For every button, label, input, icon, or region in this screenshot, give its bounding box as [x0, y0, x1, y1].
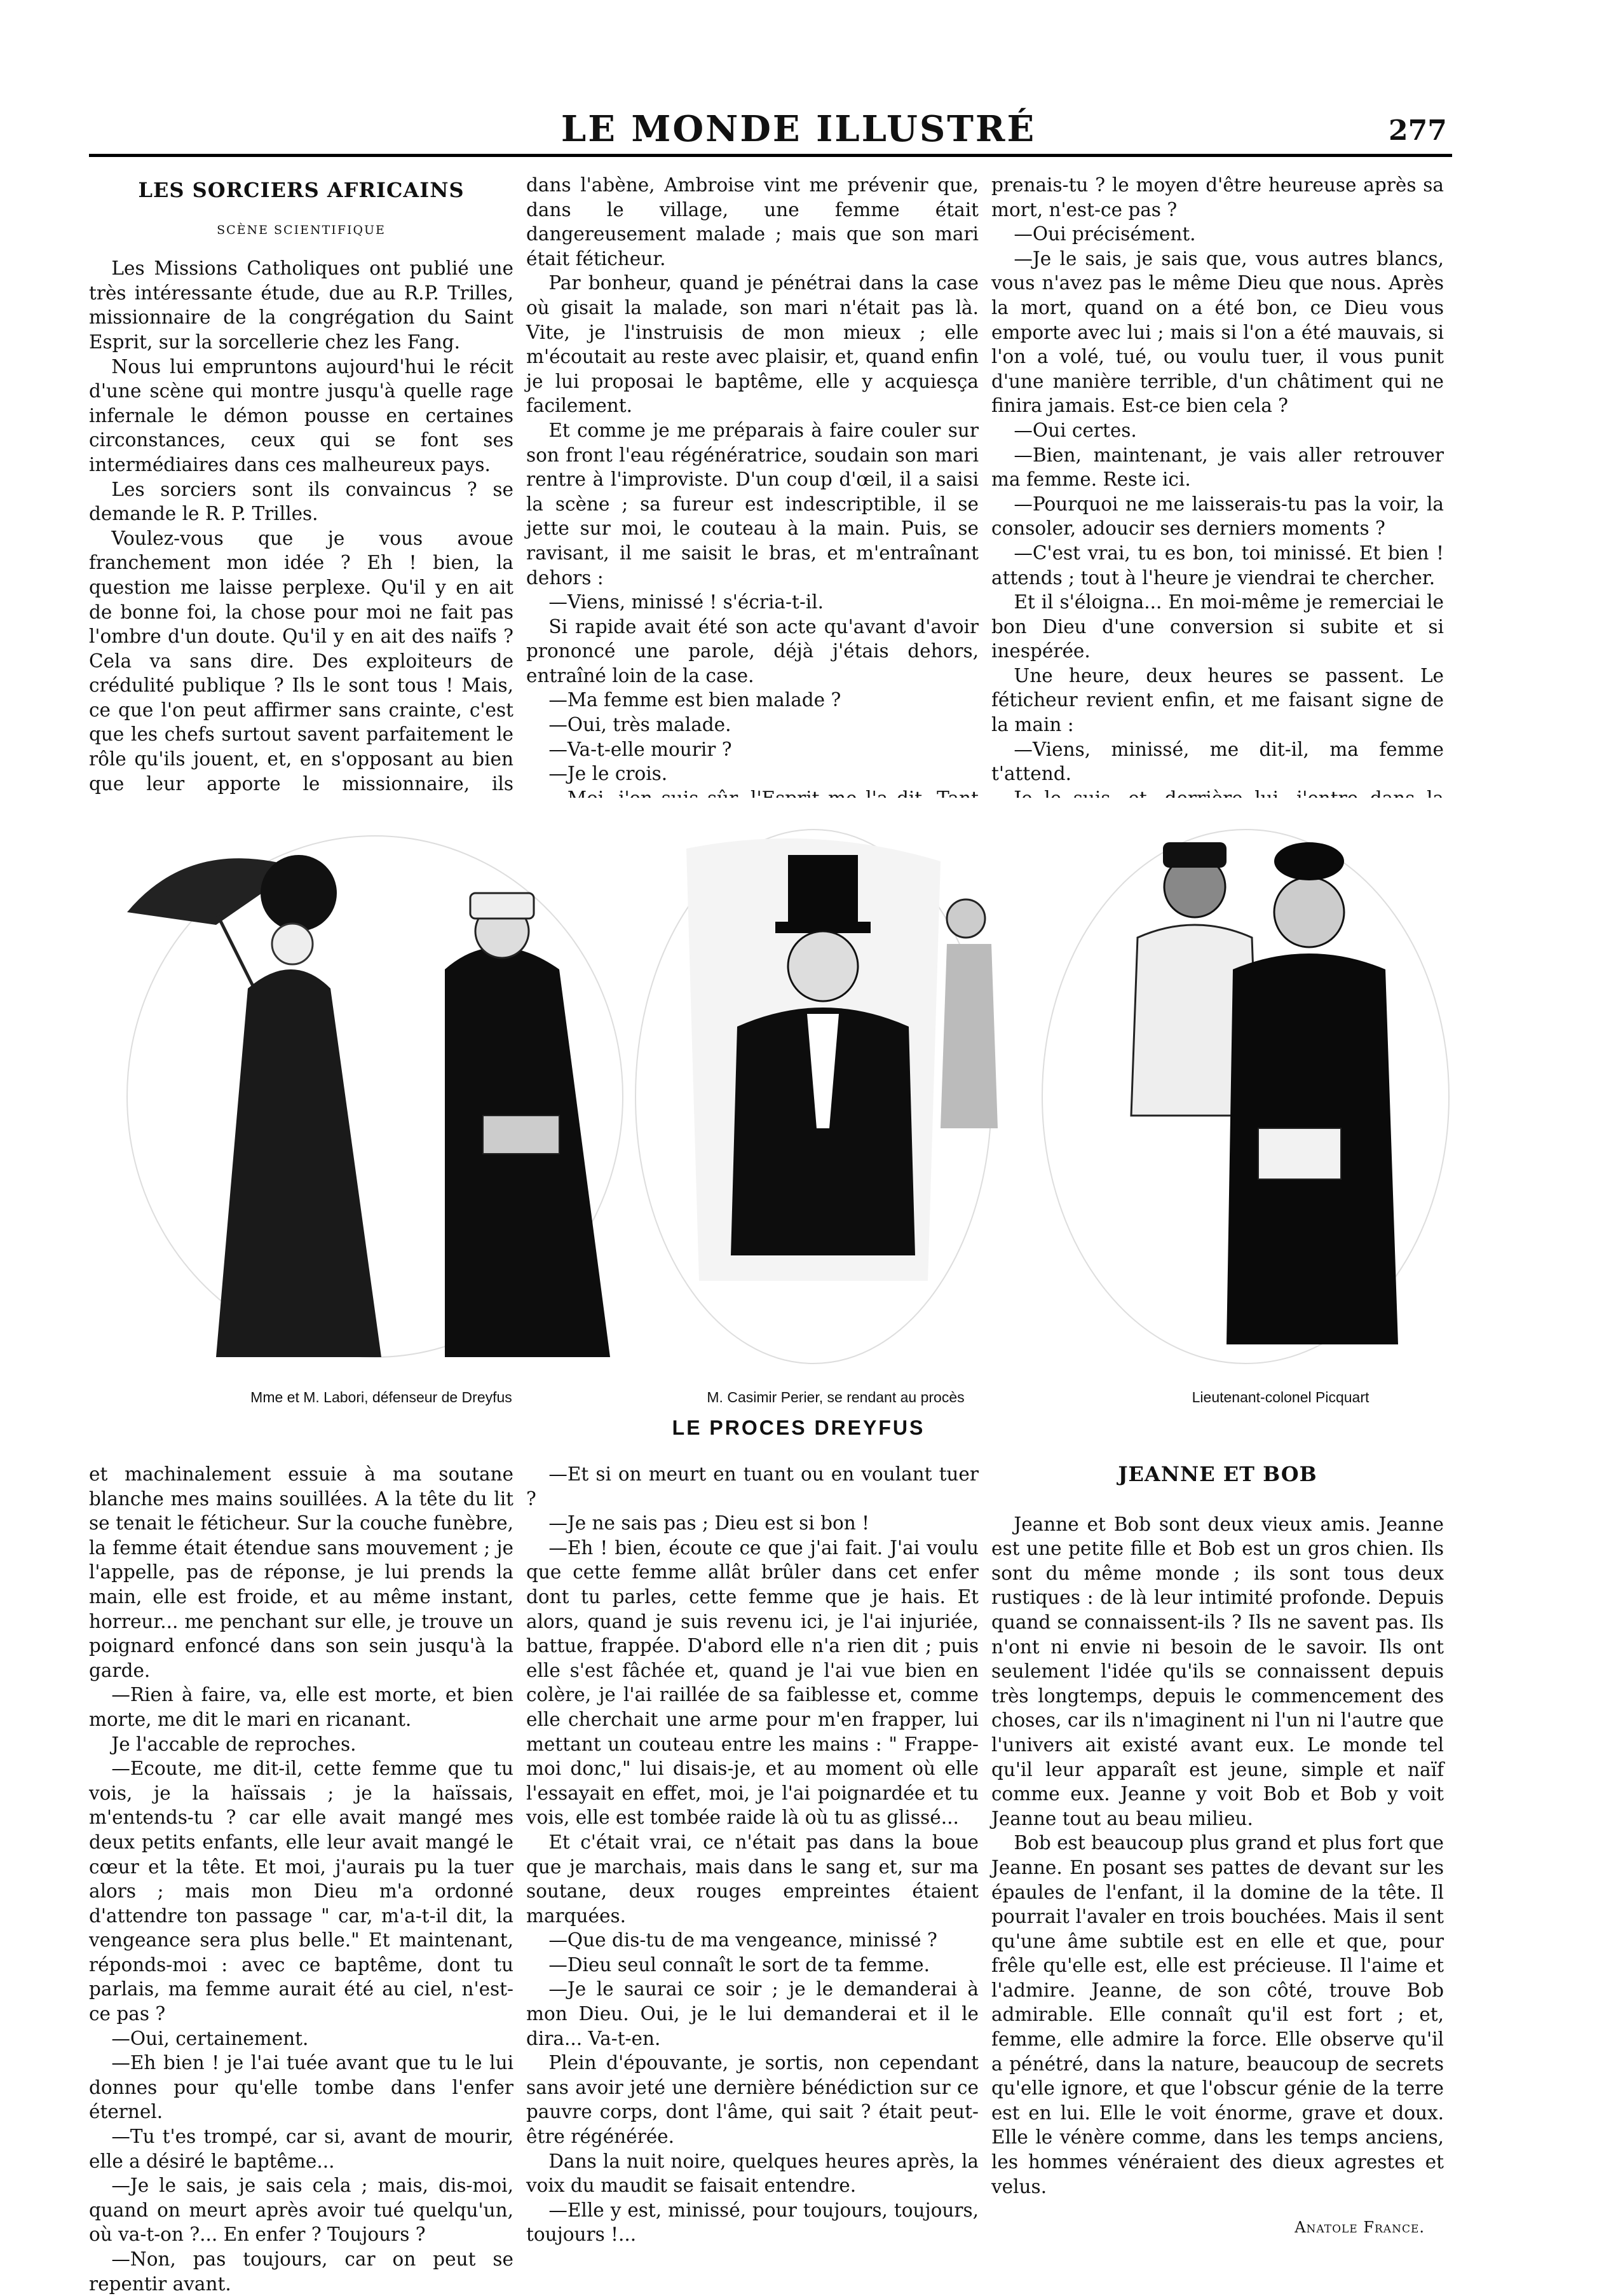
- paragraph: —Eh bien ! je l'ai tuée avant que tu le lui donnes pour qu'elle tombe dans l'enfer éternel.: [89, 2052, 513, 2123]
- paragraph: dans l'abène, Ambroise vint me prévenir que, dans le village, une femme était dangereusement malade ; mais que son mari était féticheur.: [526, 174, 979, 270]
- paragraph: —Et si on meurt en tuant ou en voulant tuer ?: [526, 1463, 979, 1510]
- paragraph: —Je le crois.: [548, 763, 668, 785]
- paragraph: —Ecoute, me dit-il, cette femme que tu vois, je la haïssais ; je la haïssais, m'entends-tu ? car elle avait mangé mes deux petits enfants, elle leur avait mangé le cœur et la tête. Et moi, j'aurais pu la tuer alors ; mais mon Dieu m'a ordonné d'attendre ton passage " car, m'a-t-il dit, la vengeance sera plus belle." Et maintenant, réponds-moi : avec ce baptême, dont tu parlais, ma femme aurait été au ciel, n'est-ce pas ?: [89, 1758, 513, 2025]
- paragraph: —Dieu seul connaît le sort de ta femme.: [548, 1953, 930, 1976]
- dreyfus-trial-illustration: [89, 798, 1452, 1383]
- paragraph: —Bien, maintenant, je vais aller retrouver ma femme. Reste ici.: [991, 444, 1444, 491]
- paragraph: prenais-tu ? le moyen d'être heureuse après sa mort, n'est-ce pas ?: [991, 174, 1444, 221]
- article-sorciers-cont-col1: [89, 1462, 513, 2296]
- caption-labori: Mme et M. Labori, défenseur de Dreyfus: [250, 1389, 512, 1405]
- paragraph: —Oui précisément.: [1014, 223, 1196, 245]
- paragraph: Et il s'éloigna... En moi-même je remerciai le bon Dieu d'une conversion si subite et si inespérée.: [991, 591, 1444, 662]
- vignette-casimir-perier: [635, 830, 998, 1363]
- paragraph: —Que dis-tu de ma vengeance, minissé ?: [548, 1929, 937, 1951]
- paragraph: Les sorciers sont ils convaincus ? se demande le R. P. Trilles.: [89, 478, 513, 525]
- paragraph: —Tu t'es trompé, car si, avant de mourir, elle a désiré le baptême...: [89, 2126, 513, 2172]
- article-sorciers-cont-col2: [526, 1462, 979, 2247]
- paragraph: Et c'était vrai, ce n'était pas dans la boue que je marchais, mais dans le sang et, sur ma soutane, deux rouges empreintes étaient marquées.: [526, 1831, 979, 1927]
- paragraph: —Oui certes.: [1014, 419, 1137, 441]
- paragraph: Plein d'épouvante, je sortis, non cependant sans avoir jeté une dernière bénédiction sur ce pauvre corps, dont l'âme, qui sait ? était peut-être régénérée.: [526, 2052, 979, 2148]
- paragraph: et machinalement essuie à ma soutane blanche mes mains souillées. A la tête du lit se tenait le féticheur. Sur la couche funèbre, la femme était étendue sans mouvement ; je l'appelle, pas de réponse, je lui prends la main, elle est froide, et au même instant, horreur... me penchant sur elle, je trouve un poignard enfoncé dans son sein jusqu'à la garde.: [89, 1463, 513, 1681]
- paragraph: —Viens, minissé, me dit-il, ma femme t'attend.: [991, 738, 1444, 785]
- engraving-figures: [89, 798, 1452, 1383]
- article-jeanne-et-bob: [991, 1462, 1444, 2240]
- publication-masthead: LE MONDE ILLUSTRÉ: [561, 108, 1036, 150]
- paragraph: Si rapide avait été son acte qu'avant d'avoir prononcé une parole, déjà j'étais dehors, entraîné loin de la case.: [526, 615, 979, 687]
- paragraph: Et comme je me préparais à faire couler sur son front l'eau régénératrice, soudain son mari rentre à l'improviste. D'un coup d'œil, il a saisi la scène ; sa fureur est indescriptible, il se jette sur moi, le couteau à la main. Puis, se ravisant, il me saisit le bras, et m'entraînant dehors :: [526, 419, 979, 589]
- paragraph: Les Missions Catholiques ont publié une très intéressante étude, due au R.P. Trilles, missionnaire de la congrégation du Saint Esprit, sur la sorcellerie chez les Fang.: [89, 257, 513, 353]
- masthead-rule: [89, 154, 1452, 157]
- article-title: LES SORCIERS AFRICAINS: [138, 178, 465, 202]
- caption-picquart: Lieutenant-colonel Picquart: [1192, 1389, 1369, 1405]
- vignette-picquart: [1042, 830, 1449, 1363]
- paragraph: —Je ne sais pas ; Dieu est si bon !: [548, 1512, 869, 1534]
- vignette-labori: [127, 836, 623, 1357]
- article-title: JEANNE ET BOB: [1118, 1462, 1317, 1486]
- caption-casimir-perier: M. Casimir Perier, se rendant au procès: [707, 1389, 965, 1405]
- feature-title: LE PROCES DREYFUS: [672, 1416, 925, 1439]
- paragraph: —Je le sais, je sais que, vous autres blancs, vous n'avez pas le même Dieu que nous. Après la mort, quand on a été bon, ce Dieu vous emporte avec lui ; mais si l'on a été mauvais, si l'on a volé, tué, ou voulu tuer, il vous punit d'une manière terrible, d'un châtiment qui ne finira jamais. Est-ce bien cela ?: [991, 247, 1444, 417]
- paragraph: Nous lui empruntons aujourd'hui le récit d'une scène qui montre jusqu'à quelle rage infernale le démon pousse en certaines circonstances, ceux qui se font ses intermédiaires dans ces malheureux pays.: [89, 355, 513, 475]
- paragraph: —Oui, certainement.: [111, 2027, 309, 2049]
- paragraph: —Ma femme est bien malade ?: [548, 689, 841, 711]
- paragraph: Bob est beaucoup plus grand et plus fort que Jeanne. En posant ses pattes de devant sur les épaules de l'enfant, il la domine de la tête. Il pourrait l'avaler en trois bouchées. Mais il sent qu'une âme subtile est en elle et que, pour frêle qu'elle est, elle est précieuse. Il l'aime et l'admire. Jeanne, de son côté, trouve Bob admirable. Elle connaît qu'il est fort ; et, femme, elle admire la force. Elle observe qu'il a pénétré, dans la nature, beaucoup de secrets qu'elle ignore, et que l'obscur génie de la terre est en lui. Elle le voit énorme, grave et doux. Elle le vénère comme, dans les temps anciens, les hommes vénéraient des dieux agrestes et velus.: [991, 1832, 1444, 2197]
- paragraph: —Je le saurai ce soir ; je le demanderai à mon Dieu. Oui, je le lui demanderai et il le dira... Va-t-en.: [526, 1978, 979, 2049]
- paragraph: Voulez-vous que je vous avoue franchement mon idée ? Eh ! bien, la question me laisse perplexe. Qu'il y en ait de bonne foi, la chose pour moi ne fait pas l'ombre d'un doute. Qu'il y en ait des naïfs ? Cela va sans dire. Des exploiteurs de crédulité publique ? Ils le sont tous ! Mais, ce que l'on peut affirmer sans crainte, c'est que les chefs surtout savent parfaitement le rôle qu'ils jouent, et, en s'opposant au bien que leur apporte le missionnaire, ils: [89, 527, 513, 795]
- paragraph: Jeanne et Bob sont deux vieux amis. Jeanne est une petite fille et Bob est un gros chien. Ils sont du même monde ; ils sont tous deux rustiques : de là leur intimité profonde. Depuis quand se connaissent-ils ? Ils ne savent pas. Ils n'ont ni envie ni besoin de le savoir. Ils ont seulement l'idée qu'ils se connaissent depuis très longtemps, depuis le commencement des choses, car ils n'imaginent ni l'un ni l'autre que l'univers ait existé avant eux. Le monde tel qu'il leur apparaît est jeune, simple et naïf comme eux. Jeanne y voit Bob et Bob y voit Jeanne tout au beau milieu.: [991, 1513, 1444, 1829]
- paragraph: —Va-t-elle mourir ?: [548, 738, 732, 760]
- article-sorciers-col1: [89, 178, 513, 894]
- paragraph: —Oui, très malade.: [548, 714, 731, 736]
- paragraph: —Je le sais, je sais cela ; mais, dis-moi, quand on meurt après avoir tué quelqu'un, où va-t-on ?... En enfer ? Toujours ?: [89, 2175, 513, 2246]
- page-number: 277: [1389, 114, 1447, 147]
- article-subtitle: SCÈNE SCIENTIFIQUE: [217, 222, 386, 237]
- paragraph: —Pourquoi ne me laisserais-tu pas la voir, la consoler, adoucir ses derniers moments ?: [991, 493, 1444, 540]
- paragraph: Je l'accable de reproches.: [111, 1733, 357, 1755]
- paragraph: Dans la nuit noire, quelques heures après, la voix du maudit se faisait entendre.: [526, 2150, 979, 2197]
- paragraph: —Viens, minissé ! s'écria-t-il.: [548, 591, 824, 613]
- author-signature: Anatole France.: [1295, 2218, 1425, 2237]
- paragraph: —Elle y est, minissé, pour toujours, toujours, toujours !...: [526, 2199, 979, 2246]
- paragraph: —Rien à faire, va, elle est morte, et bien morte, me dit le mari en ricanant.: [89, 1684, 513, 1730]
- paragraph: Une heure, deux heures se passent. Le féticheur revient enfin, et me faisant signe de la main :: [991, 664, 1444, 736]
- paragraph: Par bonheur, quand je pénétrai dans la case où gisait la malade, son mari n'était pas là. Vite, je l'instruisis de mon mieux ; elle m'écoutait au reste avec plaisir, et, quand enfin je lui proposai le baptême, elle y acquiesça facilement.: [526, 272, 979, 417]
- paragraph: —Non, pas toujours, car on peut se repentir avant.: [89, 2248, 513, 2295]
- paragraph: —C'est vrai, tu es bon, toi minissé. Et bien ! attends ; tout à l'heure je viendrai te chercher.: [991, 542, 1444, 589]
- paragraph: —Eh ! bien, écoute ce que j'ai fait. J'ai voulu que cette femme allât brûler dans cet enfer dont tu parles, cette femme que je hais. Et alors, quand je suis revenu ici, je l'ai injuriée, battue, frappée. D'abord elle n'a rien dit ; puis elle s'est fâchée et, quand je l'ai vue bien en colère, je l'ai raillée de sa faiblesse et, comme elle cherchait une arme pour m'en frapper, lui mettant un couteau entre les mains : " Frappe-moi donc," lui disais-je, et au moment où elle l'essayait en effet, moi, je l'ai poignardée et tu vois, elle est tombée raide là où tu as glissé...: [526, 1536, 979, 1829]
